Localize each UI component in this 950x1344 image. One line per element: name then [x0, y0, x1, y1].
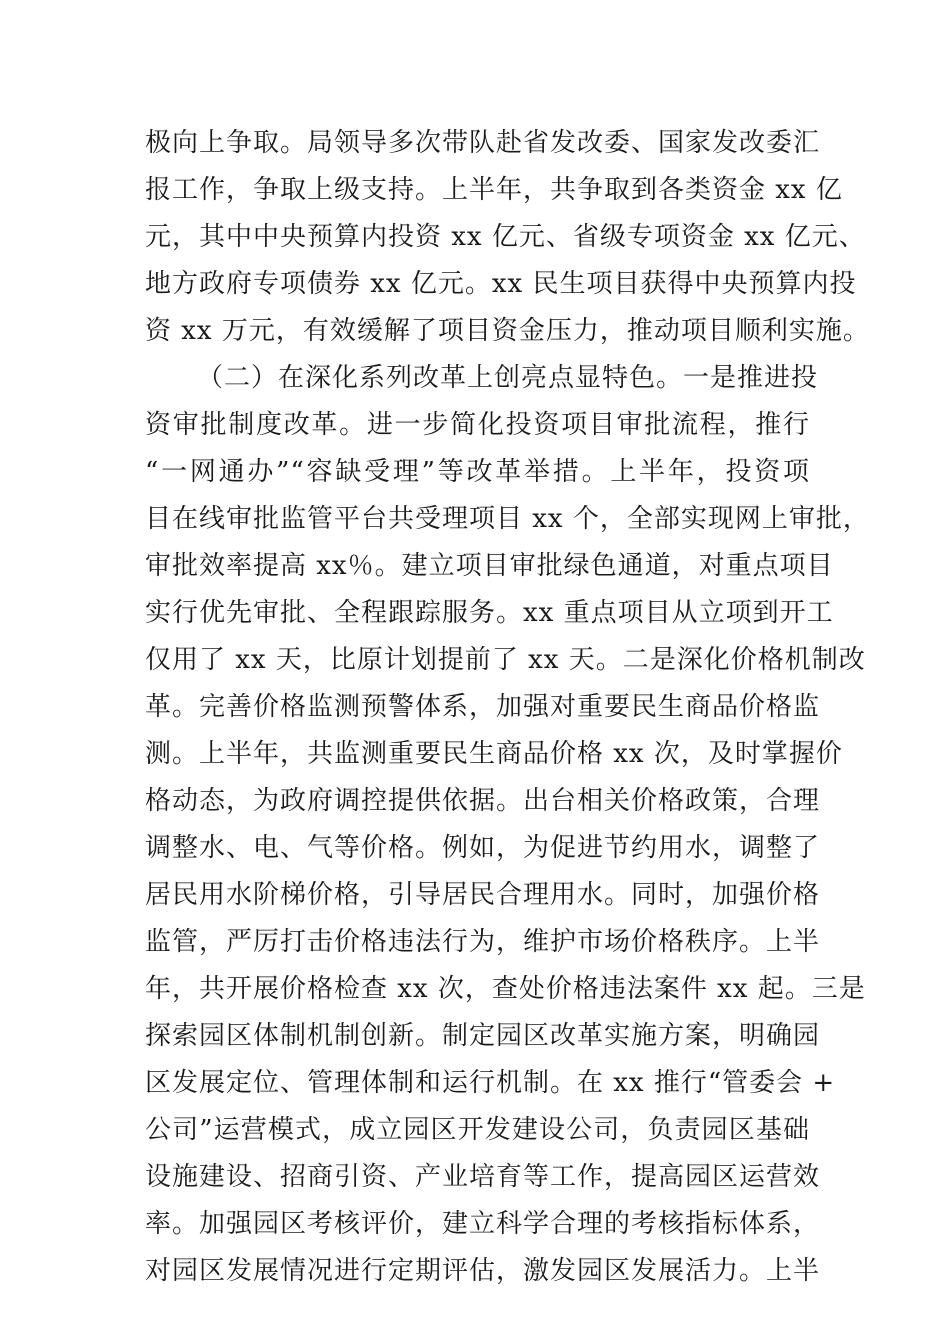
- text-line: 审批效率提高 xx％。建立项目审批绿色通道，对重点项目: [145, 551, 834, 581]
- text-line: 报工作，争取上级支持。上半年，共争取到各类资金 xx 亿: [145, 175, 843, 205]
- text-line: 目在线审批监管平台共受理项目 xx 个，全部实现网上审批，: [145, 504, 870, 534]
- text-line: 格动态，为政府调控提供依据。出台相关价格政策，合理: [145, 786, 821, 816]
- text-line: 极向上争取。局领导多次带队赴省发改委、国家发改委汇: [145, 128, 821, 158]
- body-text: [145, 120, 870, 1295]
- text-line: 探索园区体制机制创新。制定园区改革实施方案，明确园: [145, 1021, 821, 1051]
- text-line: 革。完善价格监测预警体系，加强对重要民生商品价格监: [145, 692, 821, 722]
- text-line: 居民用水阶梯价格，引导居民合理用水。同时，加强价格: [145, 880, 821, 910]
- text-line: 设施建设、招商引资、产业培育等工作，提高园区运营效: [145, 1162, 821, 1192]
- text-line: 测。上半年，共监测重要民生商品价格 xx 次，及时掌握价: [145, 739, 843, 769]
- text-line: 地方政府专项债券 xx 亿元。xx 民生项目获得中央预算内投: [145, 269, 857, 299]
- text-line: 率。加强园区考核评价，建立科学合理的考核指标体系，: [145, 1209, 821, 1239]
- text-line: 实行优先审批、全程跟踪服务。xx 重点项目从立项到开工: [145, 598, 834, 628]
- section-heading-line: （二）在深化系列改革上创亮点显特色。一是推进投: [197, 363, 819, 393]
- text-line: 调整水、电、气等价格。例如，为促进节约用水，调整了: [145, 833, 821, 863]
- text-line: 资审批制度改革。进一步简化投资项目审批流程，推行: [145, 410, 810, 440]
- text-line: 元，其中中央预算内投资 xx 亿元、省级专项资金 xx 亿元、: [145, 222, 866, 252]
- text-line: 对园区发展情况进行定期评估，激发园区发展活力。上半: [145, 1256, 821, 1286]
- text-line: 资 xx 万元，有效缓解了项目资金压力，推动项目顺利实施。: [145, 316, 870, 346]
- text-line: 仅用了 xx 天，比原计划提前了 xx 天。二是深化价格机制改: [145, 645, 866, 675]
- text-line: 公司”运营模式，成立园区开发建设公司，负责园区基础: [145, 1115, 810, 1145]
- text-line: “一网通办”“容缺受理”等改革举措。上半年，投资项: [145, 457, 810, 487]
- text-line: 年，共开展价格检查 xx 次，查处价格违法案件 xx 起。三是: [145, 974, 866, 1004]
- text-line: 区发展定位、管理体制和运行机制。在 xx 推行“管委会 +: [145, 1068, 836, 1098]
- text-line: 监管，严厉打击价格违法行为，维护市场价格秩序。上半: [145, 927, 821, 957]
